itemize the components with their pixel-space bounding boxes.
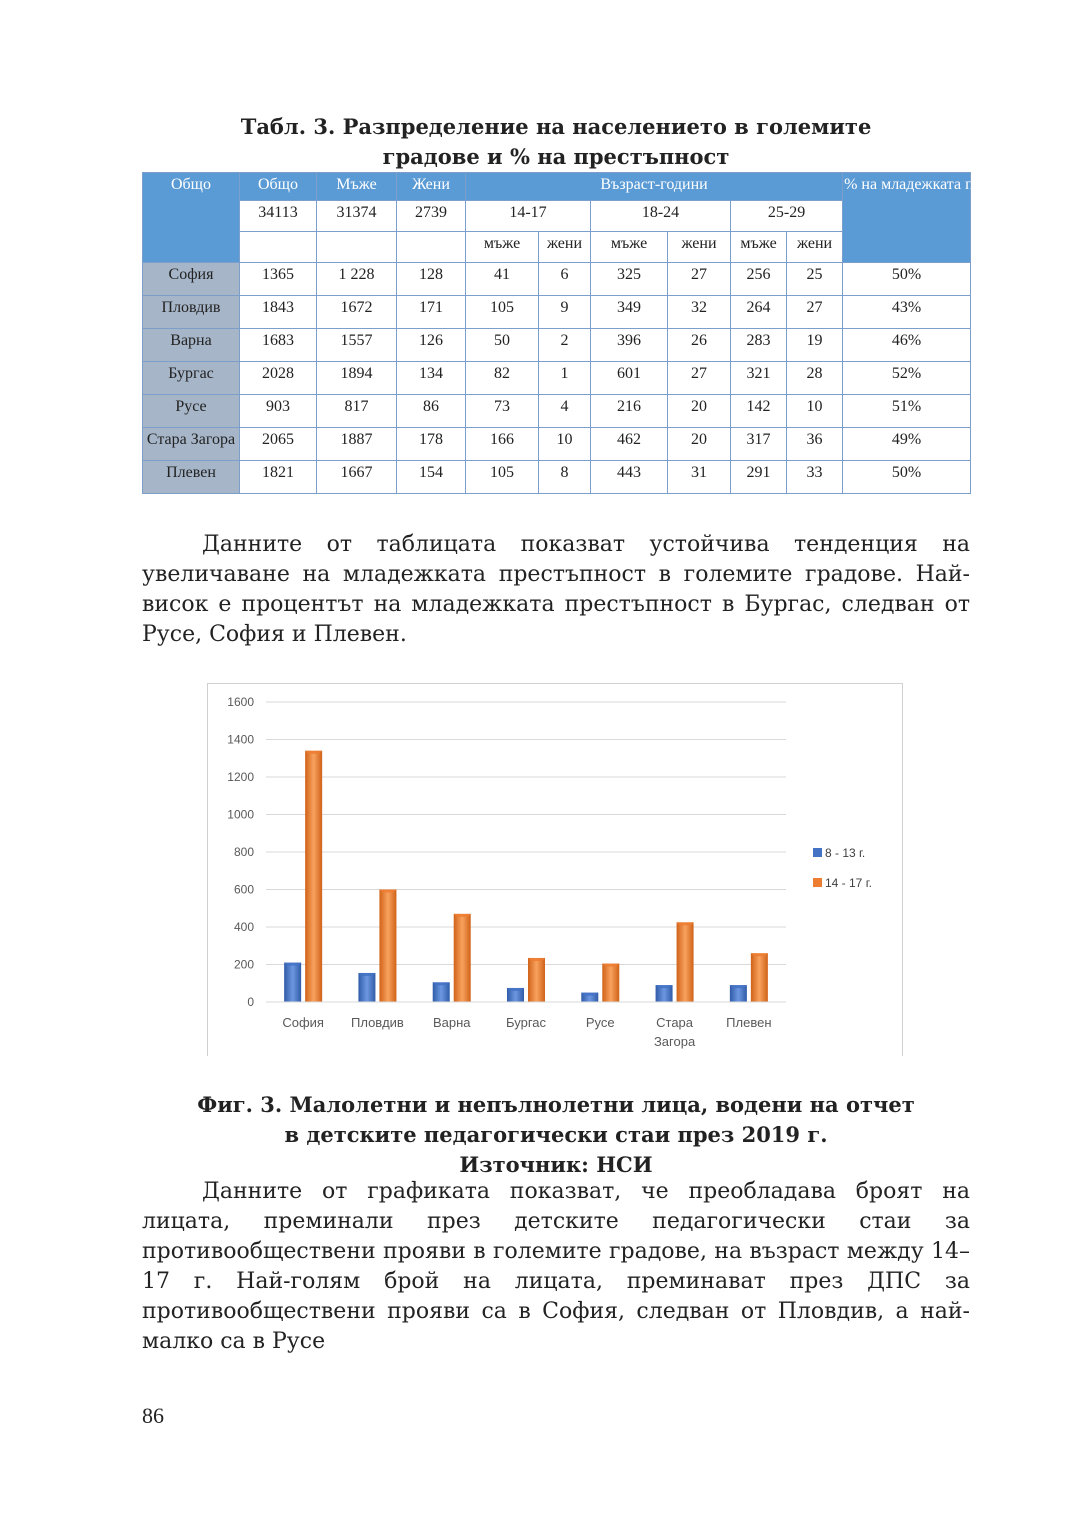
row-city: Плевен bbox=[143, 461, 240, 494]
figure-source: Източник: НСИ bbox=[459, 1152, 653, 1177]
row-cell: 291 bbox=[731, 461, 787, 494]
row-cell: 1821 bbox=[240, 461, 317, 494]
row-city: Пловдив bbox=[143, 296, 240, 329]
x-tick-label: Плевен bbox=[726, 1015, 772, 1030]
bar-top bbox=[730, 985, 747, 988]
row-cell: 1557 bbox=[317, 329, 397, 362]
bar-top bbox=[581, 993, 598, 996]
table-title-line1: Табл. 3. Разпределение на населението в големите bbox=[240, 114, 872, 139]
row-cell: 10 bbox=[787, 395, 843, 428]
row-cell: 10 bbox=[539, 428, 591, 461]
sex-women: жени bbox=[787, 232, 843, 263]
row-cell: 31 bbox=[668, 461, 731, 494]
sex-men: мъже bbox=[731, 232, 787, 263]
empty-cell bbox=[397, 232, 466, 263]
header-youth-crime-pct: % на младежката престъпност bbox=[843, 173, 971, 263]
table-title bbox=[142, 112, 970, 172]
sex-women: жени bbox=[668, 232, 731, 263]
y-tick-label: 200 bbox=[233, 957, 254, 972]
x-tick-label: Стара bbox=[656, 1015, 694, 1030]
row-cell: 26 bbox=[668, 329, 731, 362]
row-cell: 46% bbox=[843, 329, 971, 362]
row-cell: 28 bbox=[787, 362, 843, 395]
age-group-18-24: 18-24 bbox=[591, 201, 731, 232]
row-cell: 51% bbox=[843, 395, 971, 428]
bar-top bbox=[602, 964, 619, 967]
row-cell: 134 bbox=[397, 362, 466, 395]
row-cell: 50 bbox=[466, 329, 539, 362]
bar-14-17-3 bbox=[528, 958, 545, 1002]
x-tick-label: Бургас bbox=[505, 1015, 547, 1030]
bar-top bbox=[751, 953, 768, 956]
row-cell: 128 bbox=[397, 263, 466, 296]
x-tick-label: Загора bbox=[653, 1034, 696, 1049]
row-cell: 6 bbox=[539, 263, 591, 296]
row-cell: 8 bbox=[539, 461, 591, 494]
row-cell: 105 bbox=[466, 461, 539, 494]
bar-8-13-1 bbox=[358, 973, 375, 1002]
row-city: Варна bbox=[143, 329, 240, 362]
row-cell: 154 bbox=[397, 461, 466, 494]
row-cell: 36 bbox=[787, 428, 843, 461]
bar-14-17-1 bbox=[379, 890, 396, 1003]
bar-chart-frame bbox=[207, 683, 903, 1056]
row-cell: 166 bbox=[466, 428, 539, 461]
y-tick-label: 600 bbox=[233, 882, 254, 897]
y-tick-label: 400 bbox=[233, 920, 254, 934]
header-men: Мъже bbox=[317, 173, 397, 201]
legend-swatch bbox=[813, 848, 822, 857]
x-tick-label: Варна bbox=[432, 1015, 471, 1030]
row-cell: 86 bbox=[397, 395, 466, 428]
table-row bbox=[143, 428, 971, 461]
row-cell: 33 bbox=[787, 461, 843, 494]
row-cell: 2028 bbox=[240, 362, 317, 395]
row-cell: 349 bbox=[591, 296, 668, 329]
table-row bbox=[143, 296, 971, 329]
row-cell: 1667 bbox=[317, 461, 397, 494]
bar-top bbox=[507, 988, 524, 991]
row-cell: 32 bbox=[668, 296, 731, 329]
row-cell: 9 bbox=[539, 296, 591, 329]
row-cell: 142 bbox=[731, 395, 787, 428]
age-group-14-17: 14-17 bbox=[466, 201, 591, 232]
row-cell: 264 bbox=[731, 296, 787, 329]
y-tick-label: 1000 bbox=[227, 807, 254, 822]
paragraph-2: Данните от графиката показват, че преобладава броят на лицата, преминали през детските педагогически стаи за противообществени прояви в големите градове, на възраст между 14–17 г. Най-голям брой на лицата, преминават през ДПС за противообществени прояви са в София, следван от Пловдив, а най-малко са в Русе bbox=[142, 1179, 970, 1354]
bar-14-17-2 bbox=[454, 914, 471, 1002]
bar-top bbox=[454, 914, 471, 917]
row-cell: 27 bbox=[668, 362, 731, 395]
row-cell: 2065 bbox=[240, 428, 317, 461]
row-cell: 73 bbox=[466, 395, 539, 428]
legend-label: 14 - 17 г. bbox=[825, 876, 872, 890]
row-cell: 126 bbox=[397, 329, 466, 362]
y-tick-label: 1400 bbox=[227, 732, 254, 747]
table-row bbox=[143, 395, 971, 428]
row-cell: 27 bbox=[668, 263, 731, 296]
row-cell: 50% bbox=[843, 461, 971, 494]
row-cell: 20 bbox=[668, 395, 731, 428]
row-cell: 317 bbox=[731, 428, 787, 461]
total-population: 34113 bbox=[240, 201, 317, 232]
row-cell: 50% bbox=[843, 263, 971, 296]
table-row bbox=[143, 329, 971, 362]
row-cell: 1365 bbox=[240, 263, 317, 296]
row-cell: 443 bbox=[591, 461, 668, 494]
header-women: Жени bbox=[397, 173, 466, 201]
y-tick-label: 800 bbox=[233, 845, 254, 859]
row-cell: 178 bbox=[397, 428, 466, 461]
row-cell: 25 bbox=[787, 263, 843, 296]
row-city: Бургас bbox=[143, 362, 240, 395]
row-cell: 2 bbox=[539, 329, 591, 362]
sex-women: жени bbox=[539, 232, 591, 263]
row-cell: 1683 bbox=[240, 329, 317, 362]
row-cell: 1887 bbox=[317, 428, 397, 461]
y-tick-label: 0 bbox=[247, 995, 254, 1009]
x-tick-label: Пловдив bbox=[351, 1015, 404, 1030]
age-group-25-29: 25-29 bbox=[731, 201, 843, 232]
row-cell: 1894 bbox=[317, 362, 397, 395]
empty-cell bbox=[317, 232, 397, 263]
row-cell: 283 bbox=[731, 329, 787, 362]
row-cell: 817 bbox=[317, 395, 397, 428]
paragraph-1: Данните от таблицата показват устойчива тенденция на увеличаване на младежката престъпност в големите градове. Най-висок е процентът на младежката престъпност в Бургас, следван от Русе, София и Плевен. bbox=[142, 532, 970, 647]
row-city: Стара Загора bbox=[143, 428, 240, 461]
bar-chart bbox=[208, 684, 902, 1056]
row-cell: 903 bbox=[240, 395, 317, 428]
row-cell: 1672 bbox=[317, 296, 397, 329]
header-age-years: Възраст-години bbox=[466, 173, 843, 201]
row-cell: 1 228 bbox=[317, 263, 397, 296]
legend-swatch bbox=[813, 878, 822, 887]
row-cell: 216 bbox=[591, 395, 668, 428]
table-row bbox=[143, 263, 971, 296]
row-cell: 1843 bbox=[240, 296, 317, 329]
legend-label: 8 - 13 г. bbox=[825, 846, 866, 860]
row-cell: 321 bbox=[731, 362, 787, 395]
x-tick-label: Русе bbox=[585, 1015, 615, 1030]
bar-top bbox=[528, 958, 545, 961]
bar-14-17-5 bbox=[677, 922, 694, 1002]
row-cell: 41 bbox=[466, 263, 539, 296]
row-cell: 43% bbox=[843, 296, 971, 329]
row-cell: 20 bbox=[668, 428, 731, 461]
sex-men: мъже bbox=[591, 232, 668, 263]
row-city: София bbox=[143, 263, 240, 296]
row-cell: 396 bbox=[591, 329, 668, 362]
total-women: 2739 bbox=[397, 201, 466, 232]
row-cell: 82 bbox=[466, 362, 539, 395]
row-cell: 601 bbox=[591, 362, 668, 395]
header-total-label: Общо bbox=[143, 173, 240, 263]
row-cell: 256 bbox=[731, 263, 787, 296]
y-tick-label: 1200 bbox=[227, 770, 254, 784]
x-tick-label: София bbox=[282, 1015, 324, 1030]
total-men: 31374 bbox=[317, 201, 397, 232]
table-row bbox=[143, 362, 971, 395]
empty-cell bbox=[240, 232, 317, 263]
row-cell: 105 bbox=[466, 296, 539, 329]
row-cell: 1 bbox=[539, 362, 591, 395]
row-cell: 4 bbox=[539, 395, 591, 428]
bar-14-17-6 bbox=[751, 953, 768, 1002]
row-city: Русе bbox=[143, 395, 240, 428]
bar-14-17-4 bbox=[602, 964, 619, 1002]
header-total: Общо bbox=[240, 173, 317, 201]
y-tick-label: 1600 bbox=[227, 695, 254, 709]
row-cell: 27 bbox=[787, 296, 843, 329]
row-cell: 19 bbox=[787, 329, 843, 362]
row-cell: 325 bbox=[591, 263, 668, 296]
sex-men: мъже bbox=[466, 232, 539, 263]
table-title-line2: градове и % на престъпност bbox=[382, 144, 730, 169]
figure-caption-line2: в детските педагогически стаи през 2019 г. bbox=[284, 1122, 828, 1147]
figure-caption bbox=[142, 1090, 970, 1180]
row-cell: 52% bbox=[843, 362, 971, 395]
page-number: 86 bbox=[142, 1403, 164, 1428]
row-cell: 462 bbox=[591, 428, 668, 461]
row-cell: 171 bbox=[397, 296, 466, 329]
population-crime-table bbox=[142, 172, 1052, 494]
table-row bbox=[143, 461, 971, 494]
bar-14-17-0 bbox=[305, 751, 322, 1002]
figure-caption-line1: Фиг. 3. Малолетни и непълнолетни лица, водени на отчет bbox=[197, 1092, 915, 1117]
row-cell: 49% bbox=[843, 428, 971, 461]
bar-8-13-0 bbox=[284, 963, 301, 1002]
